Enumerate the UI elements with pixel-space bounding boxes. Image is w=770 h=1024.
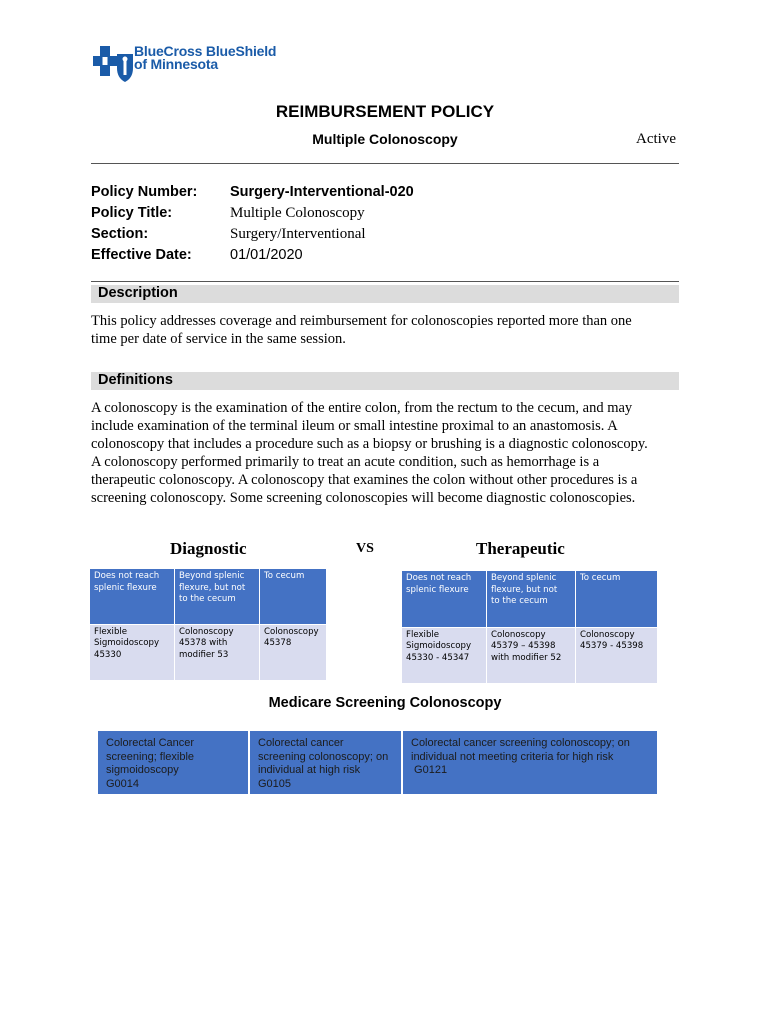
definitions-line: A colonoscopy is the examination of the entire colon, from the rectum to the cecum, and may: [91, 400, 633, 416]
policy-status: Active: [636, 131, 676, 147]
cell-line: modifier 53: [179, 649, 229, 660]
table-cell: [402, 627, 487, 683]
box-line: individual not meeting criteria for high risk: [411, 750, 614, 763]
table-cell: [90, 624, 175, 680]
bcbs-logo: [93, 44, 313, 86]
divider: [91, 281, 679, 282]
cell-line: Sigmoidoscopy: [94, 638, 160, 648]
definitions-line: include examination of the terminal ileum or small intestine proximal to an anastomosis. A: [91, 418, 618, 434]
description-line: This policy addresses coverage and reimbursement for colonoscopies reported more than one: [91, 313, 632, 329]
cell-line: 45330 - 45347: [406, 652, 470, 663]
cell-line: 45379 – 45398: [491, 641, 556, 651]
cell-line: Sigmoidoscopy: [406, 641, 472, 651]
table-cell: [576, 627, 658, 683]
cell-line: Colonoscopy: [580, 629, 635, 640]
policy-title-label: Policy Title:: [91, 205, 173, 221]
table-header-cell: [90, 569, 175, 624]
table-cell: [175, 624, 260, 680]
table-row: [402, 627, 658, 683]
cell-line: Does not reach: [406, 573, 472, 583]
policy-number-label: Policy Number:: [91, 184, 198, 200]
box-line: screening colonoscopy; on: [258, 750, 389, 763]
policy-title-value: Multiple Colonoscopy: [230, 205, 365, 221]
table-header-cell: [260, 569, 327, 624]
vs-label: VS: [356, 541, 374, 556]
cell-line: to the cecum: [179, 594, 236, 604]
table-header-cell: [576, 571, 658, 627]
cell-line: Beyond splenic: [179, 571, 245, 581]
table-row: [90, 624, 327, 680]
box-line: G0121: [411, 764, 448, 776]
blue-cross-icon: [93, 44, 135, 84]
table-header-cell: [487, 571, 576, 627]
cell-line: Flexible: [94, 626, 128, 637]
medicare-box-g0121: [403, 731, 657, 794]
document-title: REIMBURSEMENT POLICY: [275, 102, 495, 121]
box-line: G0105: [258, 777, 292, 790]
divider: [91, 163, 679, 164]
cell-line: 45379 - 45398: [580, 641, 644, 651]
box-line: screening; flexible: [106, 750, 195, 763]
cell-line: Colonoscopy: [264, 626, 319, 637]
box-line: Colorectal cancer screening colonoscopy; on: [411, 737, 630, 749]
brand-line-2: of Minnesota: [134, 56, 218, 72]
brand-name: [134, 45, 276, 71]
effective-date-label: Effective Date:: [91, 247, 192, 263]
cell-line: 45330: [94, 649, 122, 660]
box-line: Colorectal cancer: [258, 737, 344, 749]
cell-line: Colonoscopy: [491, 629, 546, 640]
cell-line: splenic flexure: [406, 584, 469, 595]
cell-line: with modifier 52: [491, 652, 562, 663]
cell-line: Beyond splenic: [491, 573, 557, 583]
section-value: Surgery/Interventional: [230, 226, 366, 242]
table-header-row: [402, 571, 658, 627]
box-line: G0014: [106, 777, 140, 790]
description-line: time per date of service in the same session.: [91, 331, 346, 347]
cell-line: Colonoscopy: [179, 626, 234, 637]
cell-line: 45378 with: [179, 638, 228, 648]
medicare-box-g0105: [250, 731, 401, 794]
brand-line-1: BlueCross BlueShield: [134, 43, 277, 59]
table-cell: [260, 624, 327, 680]
therapeutic-table: [402, 571, 658, 683]
description-text: [91, 312, 691, 348]
cell-line: splenic flexure: [94, 582, 157, 593]
table-header-cell: [402, 571, 487, 627]
document-subtitle: Multiple Colonoscopy: [312, 131, 458, 147]
diagnostic-title: Diagnostic: [170, 539, 247, 558]
cell-line: to the cecum: [491, 596, 548, 606]
description-heading: [91, 285, 679, 303]
description-heading-text: Description: [98, 285, 178, 301]
cell-line: 45378: [264, 638, 292, 648]
box-line: sigmoidoscopy: [106, 764, 179, 776]
therapeutic-title: Therapeutic: [476, 539, 565, 558]
cell-line: To cecum: [264, 571, 305, 581]
medicare-box-g0014: [98, 731, 248, 794]
cell-line: flexure, but not: [491, 584, 558, 595]
diagnostic-table: [90, 569, 327, 680]
definitions-text: [91, 399, 691, 507]
definitions-heading-text: Definitions: [98, 372, 173, 388]
cell-line: flexure, but not: [179, 582, 246, 593]
cell-line: Does not reach: [94, 571, 160, 581]
medicare-title: Medicare Screening Colonoscopy: [268, 695, 502, 711]
definitions-line: A colonoscopy performed primarily to treat an acute condition, such as hemorrhage is a: [91, 454, 600, 470]
definitions-heading: [91, 372, 679, 390]
table-cell: [487, 627, 576, 683]
section-label: Section:: [91, 226, 149, 242]
cell-line: Flexible: [406, 629, 440, 640]
box-line: Colorectal Cancer: [106, 737, 195, 749]
definitions-line: screening colonoscopy. Some screening colonoscopies will become diagnostic colonoscopies.: [91, 490, 636, 506]
table-header-cell: [175, 569, 260, 624]
policy-number-value: Surgery-Interventional-020: [230, 184, 414, 200]
table-header-row: [90, 569, 327, 624]
cell-line: To cecum: [580, 573, 621, 583]
box-line: individual at high risk: [258, 764, 361, 776]
effective-date-value: 01/01/2020: [230, 247, 303, 263]
definitions-line: therapeutic colonoscopy. A colonoscopy that examines the colon without other procedures is a: [91, 472, 638, 488]
definitions-line: colonoscopy that includes a procedure such as a biopsy or brushing is a diagnostic colonoscopy.: [91, 436, 648, 452]
